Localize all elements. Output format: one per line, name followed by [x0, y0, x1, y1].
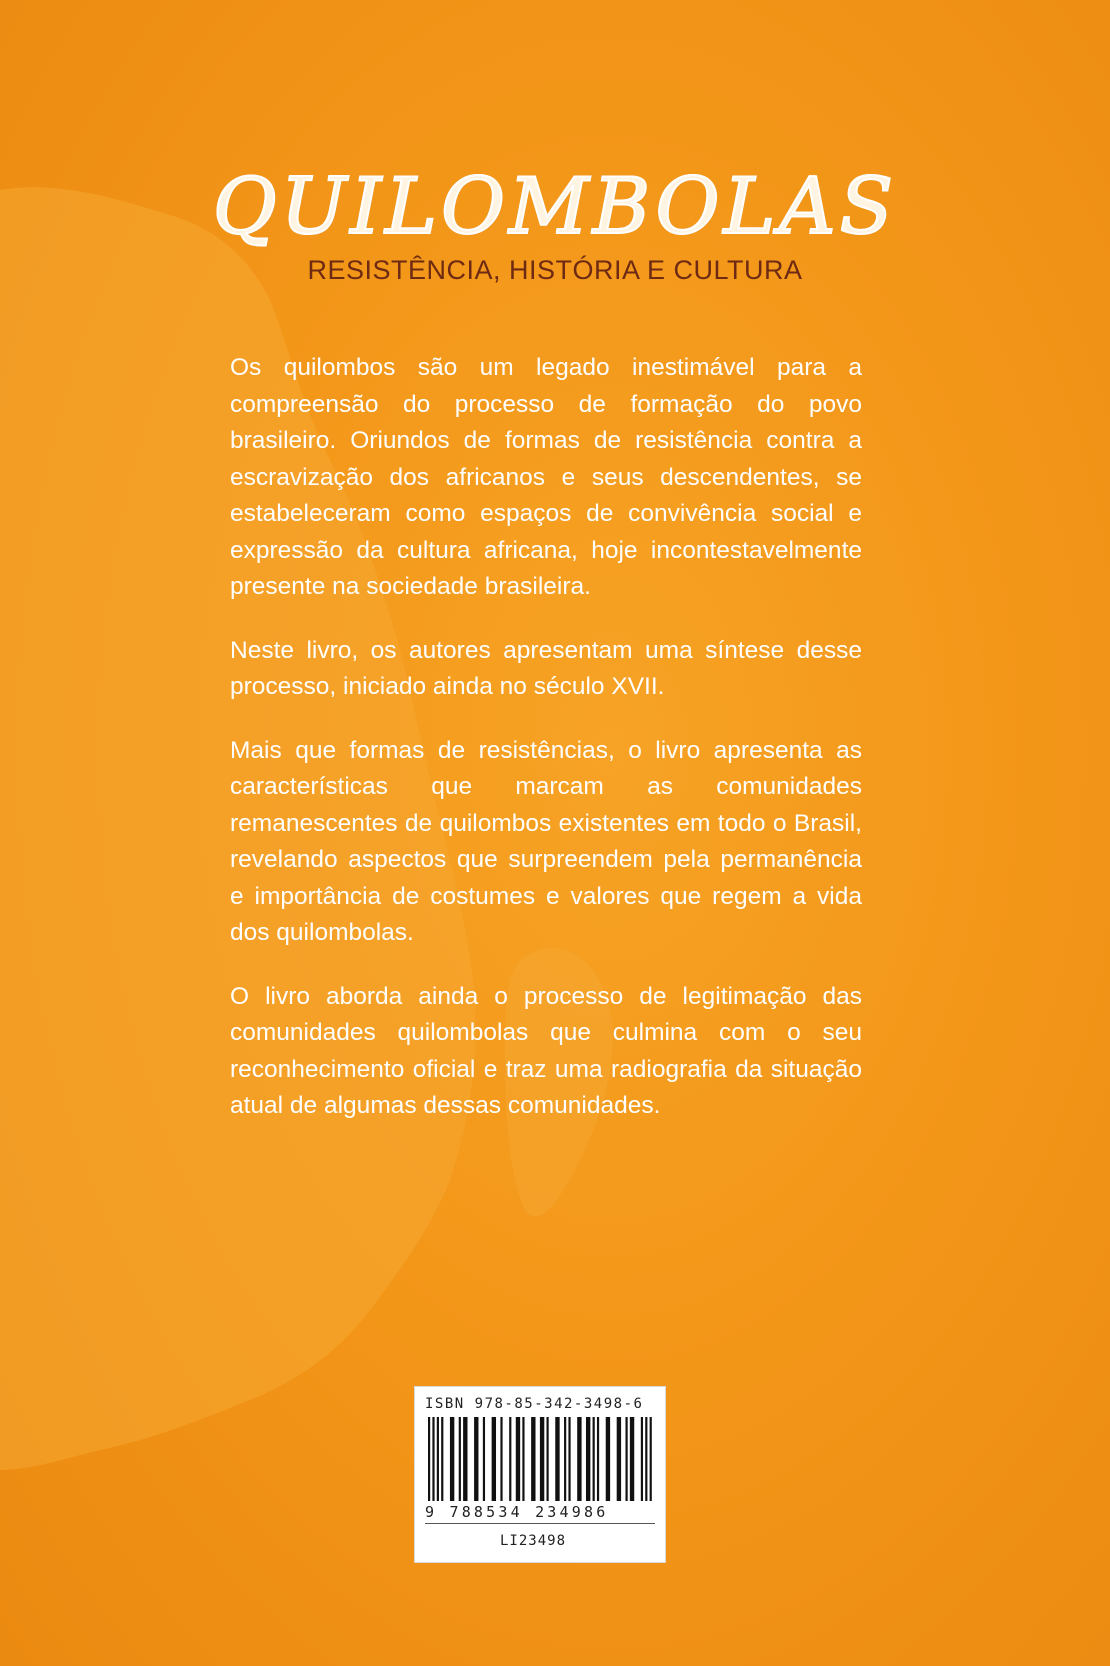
barcode-bar — [645, 1417, 647, 1501]
barcode-bar — [463, 1417, 467, 1501]
barcode-bar — [555, 1417, 559, 1501]
isbn-barcode-panel — [414, 1386, 666, 1563]
barcode-bar — [546, 1417, 548, 1501]
barcode-bar — [432, 1417, 434, 1501]
barcode-bar — [437, 1417, 439, 1501]
barcode-bar — [500, 1417, 502, 1501]
barcode-bar — [593, 1417, 595, 1501]
barcode-bar — [483, 1417, 485, 1501]
synopsis — [230, 350, 862, 1152]
barcode-bar — [540, 1417, 544, 1501]
barcode-bar — [441, 1417, 443, 1501]
synopsis-paragraph: Mais que formas de resistências, o livro apresenta as características que marcam as comunidades remanescentes de quilombos existentes em todo o Brasil, revelando aspectos que surpreendem pela permanência e importância de costumes e valores que regem a vida dos quilombolas. — [230, 736, 862, 946]
barcode-bar — [597, 1417, 599, 1501]
product-code: LI23498 — [500, 1533, 567, 1549]
barcode-bar — [450, 1417, 454, 1501]
synopsis-paragraph: O livro aborda ainda o processo de legitimação das comunidades quilombolas que culmina com o seu reconhecimento oficial e traz uma radiografia da situação atual de algumas dessas comunidades. — [230, 982, 862, 1119]
barcode-bar — [564, 1417, 566, 1501]
book-title: QUILOMBOLAS — [212, 162, 898, 252]
barcode-bar — [617, 1417, 621, 1501]
barcode-bar — [586, 1417, 590, 1501]
barcode-divider — [425, 1523, 655, 1524]
barcode-bar — [650, 1417, 652, 1501]
barcode-bar — [522, 1417, 524, 1501]
synopsis-paragraph: Neste livro, os autores apresentam uma síntese desse processo, iniciado ainda no século XVII. — [230, 636, 862, 700]
barcode-bar — [641, 1417, 643, 1501]
barcode-bar — [474, 1417, 478, 1501]
synopsis-paragraph: Os quilombos são um legado inestimável para a compreensão do processo de formação do povo brasileiro. Oriundos de formas de resistência contra a escravização dos africanos e seus descendentes, se estabeleceram como espaços de convivência social e expressão da cultura africana, hoje incontestavelmente presente na sociedade brasileira. — [230, 354, 862, 600]
barcode-bar — [568, 1417, 570, 1501]
isbn-number: ISBN 978-85-342-3498-6 — [425, 1396, 644, 1412]
barcode-bar — [606, 1417, 610, 1501]
barcode-bar — [630, 1417, 634, 1501]
barcode-bar — [509, 1417, 511, 1501]
barcode-bar — [428, 1417, 430, 1501]
ean-digits: 9 788534 234986 — [425, 1503, 609, 1521]
barcode-bar — [459, 1417, 461, 1501]
barcode-bar — [516, 1417, 520, 1501]
barcode-bar — [531, 1417, 535, 1501]
barcode-bar — [625, 1417, 627, 1501]
barcode-image — [425, 1417, 657, 1503]
barcode-bar — [492, 1417, 496, 1501]
book-subtitle: RESISTÊNCIA, HISTÓRIA E CULTURA — [307, 255, 803, 285]
barcode-bar — [577, 1417, 581, 1501]
